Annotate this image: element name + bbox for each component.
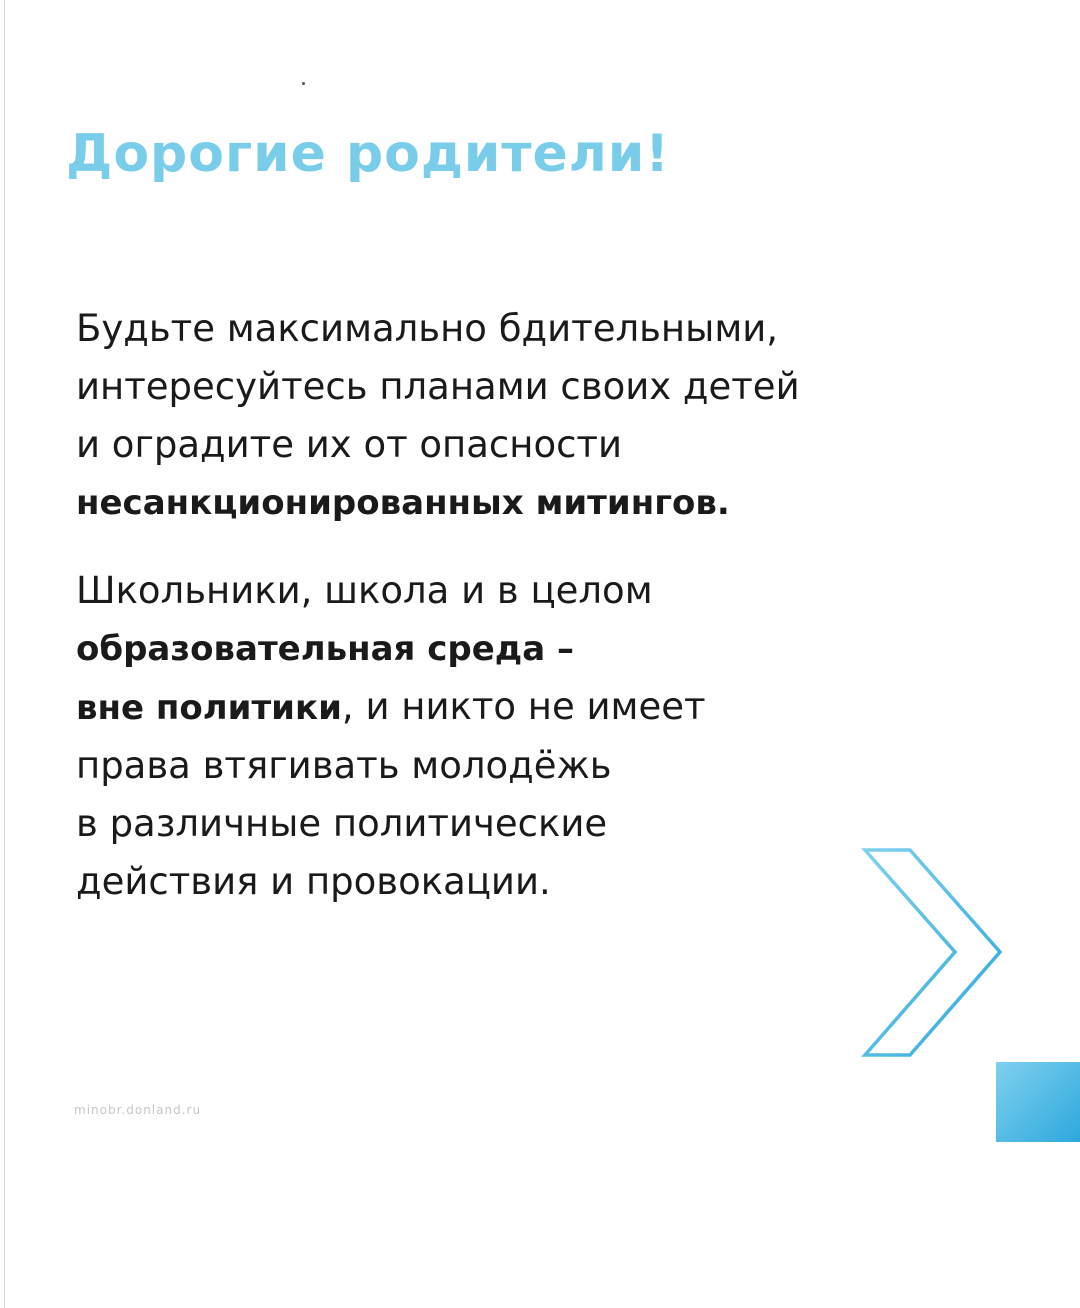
source-url: minobr.donland.ru xyxy=(74,1103,202,1117)
paragraph-line: в различные политические xyxy=(76,802,608,845)
page-edge xyxy=(4,0,5,1308)
plain-text: , и никто не имеет xyxy=(341,685,706,728)
paragraph-line-emphasis: образовательная среда – xyxy=(76,629,575,669)
blue-square-decoration xyxy=(996,1062,1080,1142)
page-title: Дорогие родители! xyxy=(66,124,670,184)
paragraph-line: действия и провокации. xyxy=(76,860,551,903)
paragraph-line: интересуйтесь планами своих детей xyxy=(76,365,800,408)
paragraph-line: Школьники, школа и в целом xyxy=(76,569,653,612)
paragraph-line: Будьте максимально бдительными, xyxy=(76,307,779,350)
chevron-right-icon xyxy=(855,840,1005,1065)
paragraph-line-mixed xyxy=(76,678,996,737)
paragraph-line: права втягивать молодёжь xyxy=(76,744,612,787)
emphasis-text: вне политики xyxy=(76,688,342,728)
paragraph-vigilance xyxy=(76,300,996,532)
paragraph-line-emphasis: несанкционированных митингов. xyxy=(76,483,730,523)
paragraph-line: и оградите их от опасности xyxy=(76,423,623,466)
print-speck xyxy=(302,82,305,85)
